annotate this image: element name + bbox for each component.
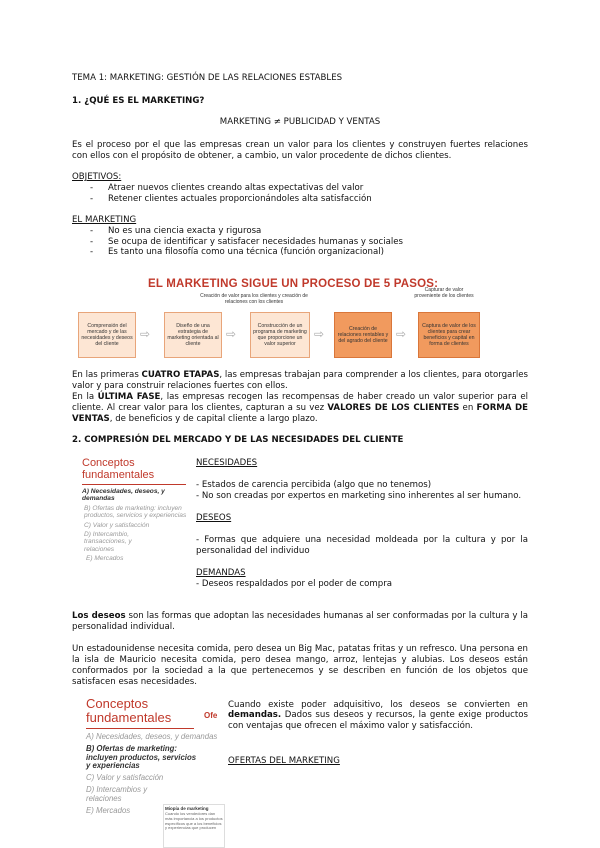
- conceptos-item: C) Valor y satisfacción: [84, 521, 150, 529]
- arrow-right-icon: ⇨: [140, 327, 151, 341]
- conceptos-item: B) Ofertas de marketing: incluyen productos, servicios y experiencias: [86, 743, 197, 771]
- section-2-heading: 2. COMPRESIÓN DEL MERCADO Y DE LAS NECESIDADES DEL CLIENTE: [72, 435, 404, 445]
- process-top-caption: Creación de valor para los clientes y creación de relaciones con los clientes: [200, 293, 308, 305]
- process-step-4: Creación de relaciones rentables y del agrado del cliente: [334, 312, 392, 358]
- conceptos-item: A) Necesidades, deseos, y demandas: [82, 488, 165, 503]
- marketing-label: EL MARKETING: [72, 215, 137, 225]
- deseos-label: DESEOS: [196, 513, 232, 523]
- document-topic: TEMA 1: MARKETING: GESTIÓN DE LAS RELACIONES ESTABLES: [72, 73, 343, 83]
- arrow-right-icon: ⇨: [396, 327, 407, 341]
- center-statement: MARKETING ≠ PUBLICIDAD Y VENTAS: [219, 117, 381, 127]
- objetivos-list: [72, 183, 528, 204]
- list-item: - Atraer nuevos clientes creando altas expectativas del valor: [72, 183, 528, 194]
- conceptos-item: D) Intercambios y relaciones: [86, 784, 148, 803]
- deseos-paragraph: Los deseos son las formas que adoptan las necesidades humanas al ser conformadas por la cultura y la personalidad individual.: [72, 611, 528, 632]
- process-step-2: Diseño de una estrategia de marketing orientada al cliente: [164, 312, 222, 358]
- section-1-heading: 1. ¿QUÉ ES EL MARKETING?: [72, 96, 205, 106]
- ofertas-label: OFERTAS DEL MARKETING: [228, 756, 340, 766]
- conceptos-item: D) Intercambio, transacciones, y relaciones: [84, 531, 132, 553]
- process-step-3: Construcción de un programa de marketing que proporcione un valor superior: [250, 312, 310, 358]
- marketing-list: [72, 226, 528, 258]
- process-right-caption: Capturar de valor proveniente de los clientes: [414, 287, 474, 299]
- process-step-1: Comprensión del mercado y de las necesidades y deseos del cliente: [78, 312, 136, 358]
- conceptos-item: E) Mercados: [86, 555, 124, 563]
- conceptos-item: E) Mercados: [86, 805, 131, 815]
- arrow-right-icon: ⇨: [226, 327, 237, 341]
- ofertas-fragment: Ofe: [204, 711, 218, 720]
- conceptos-item: A) Necesidades, deseos, y demandas: [86, 732, 218, 741]
- definition-paragraph: Es el proceso por el que las empresas crean un valor para los clientes y construyen fuertes relaciones con ellos con el propósito de obtener, a cambio, un valor procedente de dichos clientes.: [72, 140, 528, 161]
- necesidades-block: NECESIDADES - Estados de carencia percibida (algo que no tenemos) - No son creadas por expertos en marketing sino inherentes al ser humano. DESEOS - Formas que adquiere una necesidad moldeada por la cultura y por la personalidad del individuo DEMANDAS - Deseos respaldados por el poder de compra: [196, 458, 528, 589]
- demandas-paragraph: Cuando existe poder adquisitivo, los deseos se convierten en demandas. Dados sus deseos y recursos, la gente exige productos con ventajas que ofrecen el máximo valor y satisfacción.: [228, 700, 528, 731]
- conceptos-title: Conceptos fundamentales: [86, 696, 172, 725]
- list-item: - No es una ciencia exacta y rigurosa: [72, 226, 528, 237]
- necesidades-label: NECESIDADES: [196, 458, 258, 468]
- demandas-label: DEMANDAS: [196, 568, 246, 578]
- process-diagram: [72, 270, 528, 368]
- objetivos-label: OBJETIVOS:: [72, 172, 122, 182]
- arrow-right-icon: ⇨: [314, 327, 325, 341]
- process-step-5: Captura de valor de los clientes para crear beneficios y capital en forma de clientes: [418, 312, 480, 358]
- conceptos-item: B) Ofertas de marketing: incluyen productos, servicios y experiencias: [84, 504, 187, 520]
- list-item: - Retener clientes actuales proporcionándoles alta satisfacción: [72, 194, 528, 205]
- conceptos-figure-1: [82, 457, 190, 587]
- list-item: - Se ocupa de identificar y satisfacer necesidades humanas y sociales: [72, 237, 528, 248]
- example-paragraph: Un estadounidense necesita comida, pero desea un Big Mac, patatas fritas y un refresco. Una persona en la isla de Mauricio necesita comida, pero desea mango, arroz, lentejas y alubias. Los deseos están conformados por la sociedad a la que pertenecemos y se describen en función de los objetos que satisfacen esas necesidades.: [72, 644, 528, 687]
- process-title: EL MARKETING SIGUE UN PROCESO DE 5 PASOS:: [148, 278, 439, 290]
- conceptos-item: C) Valor y satisfacción: [86, 773, 164, 783]
- miopia-thumbnail: Miopía de marketing Cuando los vendedores dan más importancia a los productos específicos que a los beneficios y experiencias que producen: [163, 804, 225, 848]
- last-phase-paragraph: En la ÚLTIMA FASE, las empresas recogen las recompensas de haber creado un valor superior para el cliente. Al crear valor para los clientes, capturan a su vez VALORES DE LOS CLIENTES en FORMA DE VENTAS, de beneficios y de capital cliente a largo plazo.: [72, 392, 528, 424]
- conceptos-title: Conceptos fundamentales: [82, 457, 155, 481]
- stages-paragraph: En las primeras CUATRO ETAPAS, las empresas trabajan para comprender a los clientes, para otorgarles valor y para construir relaciones fuertes con ellos.: [72, 370, 528, 391]
- list-item: - Es tanto una filosofía como una técnica (función organizacional): [72, 247, 528, 258]
